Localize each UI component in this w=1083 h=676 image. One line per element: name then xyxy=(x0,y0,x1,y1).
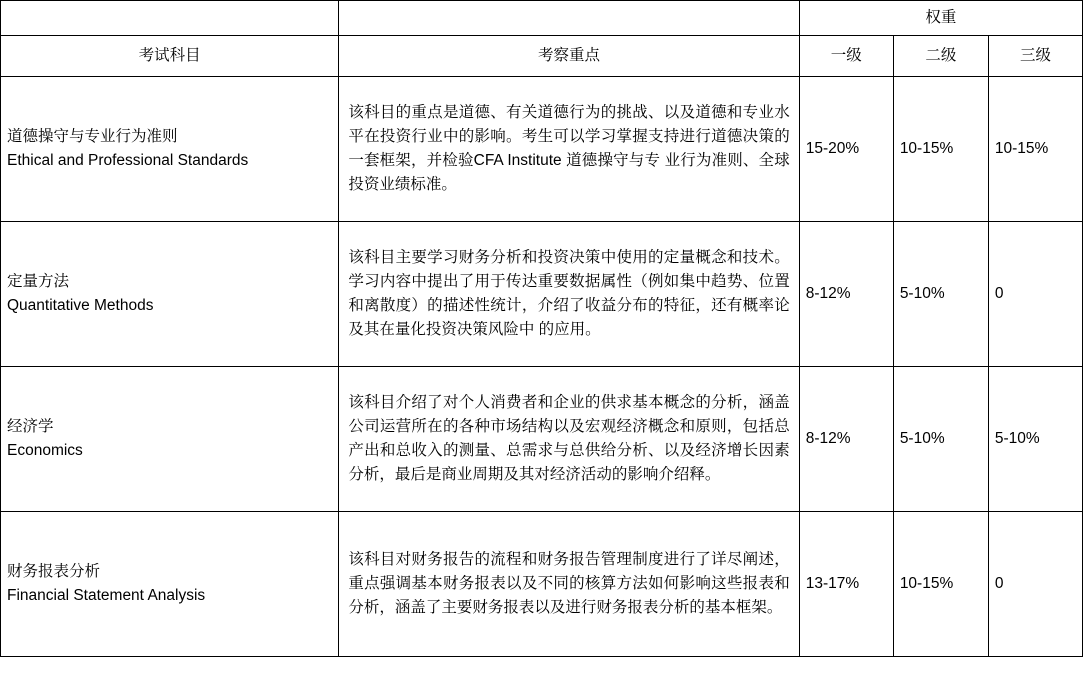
focus-cell: 该科目的重点是道德、有关道德行为的挑战、以及道德和专业水平在投资行业中的影响。考生可以学习掌握支持进行道德决策的一套框架，并检验CFA Institute 道德操守与专 业行为准则、全球投资业绩标准。 xyxy=(339,77,799,222)
weight-level-3: 5-10% xyxy=(988,367,1082,512)
header-level-2: 二级 xyxy=(893,36,988,77)
table-body xyxy=(1,77,1083,657)
header-level-3: 三级 xyxy=(988,36,1082,77)
header-subject: 考试科目 xyxy=(1,36,339,77)
weight-level-2: 5-10% xyxy=(893,367,988,512)
focus-cell: 该科目主要学习财务分析和投资决策中使用的定量概念和技术。学习内容中提出了用于传达重要数据属性（例如集中趋势、位置和离散度）的描述性统计，介绍了收益分布的特征，还有概率论及其在量化投资决策风险中 的应用。 xyxy=(339,222,799,367)
subject-name-cn: 道德操守与专业行为准则 xyxy=(7,127,178,145)
focus-cell: 该科目对财务报告的流程和财务报告管理制度进行了详尽阐述，重点强调基本财务报表以及不同的核算方法如何影响这些报表和分析，涵盖了主要财务报表以及进行财务报表分析的基本框架。 xyxy=(339,512,799,657)
table-header-row-group xyxy=(1,1,1083,36)
subject-name-en: Quantitative Methods xyxy=(7,297,154,314)
header-level-1: 一级 xyxy=(799,36,893,77)
subject-name-cn: 定量方法 xyxy=(7,272,70,290)
weight-level-3: 10-15% xyxy=(988,77,1082,222)
weight-level-2: 5-10% xyxy=(893,222,988,367)
subject-cell xyxy=(1,222,339,367)
focus-cell: 该科目介绍了对个人消费者和企业的供求基本概念的分析，涵盖公司运营所在的各种市场结构以及宏观经济概念和原则，包括总产出和总收入的测量、总需求与总供给分析、以及经济增长因素分析，最后是商业周期及其对经济活动的影响介绍释。 xyxy=(339,367,799,512)
subject-cell xyxy=(1,367,339,512)
weight-level-2: 10-15% xyxy=(893,512,988,657)
header-weight-group: 权重 xyxy=(799,1,1082,36)
weight-level-1: 13-17% xyxy=(799,512,893,657)
weight-level-3: 0 xyxy=(988,222,1082,367)
weight-level-1: 8-12% xyxy=(799,367,893,512)
subject-name-cn: 财务报表分析 xyxy=(7,562,101,580)
subject-name-cn: 经济学 xyxy=(7,417,54,435)
subject-cell xyxy=(1,512,339,657)
subject-cell xyxy=(1,77,339,222)
subject-name-en: Ethical and Professional Standards xyxy=(7,152,249,169)
table-row xyxy=(1,512,1083,657)
header-blank-subject xyxy=(1,1,339,36)
weight-level-2: 10-15% xyxy=(893,77,988,222)
header-blank-focus xyxy=(339,1,799,36)
table-row xyxy=(1,222,1083,367)
header-focus: 考察重点 xyxy=(339,36,799,77)
weight-level-1: 8-12% xyxy=(799,222,893,367)
subject-name-en: Financial Statement Analysis xyxy=(7,587,206,604)
table-row xyxy=(1,367,1083,512)
table-header-row xyxy=(1,36,1083,77)
weight-level-3: 0 xyxy=(988,512,1082,657)
weight-level-1: 15-20% xyxy=(799,77,893,222)
subject-name-en: Economics xyxy=(7,442,83,459)
table-row xyxy=(1,77,1083,222)
